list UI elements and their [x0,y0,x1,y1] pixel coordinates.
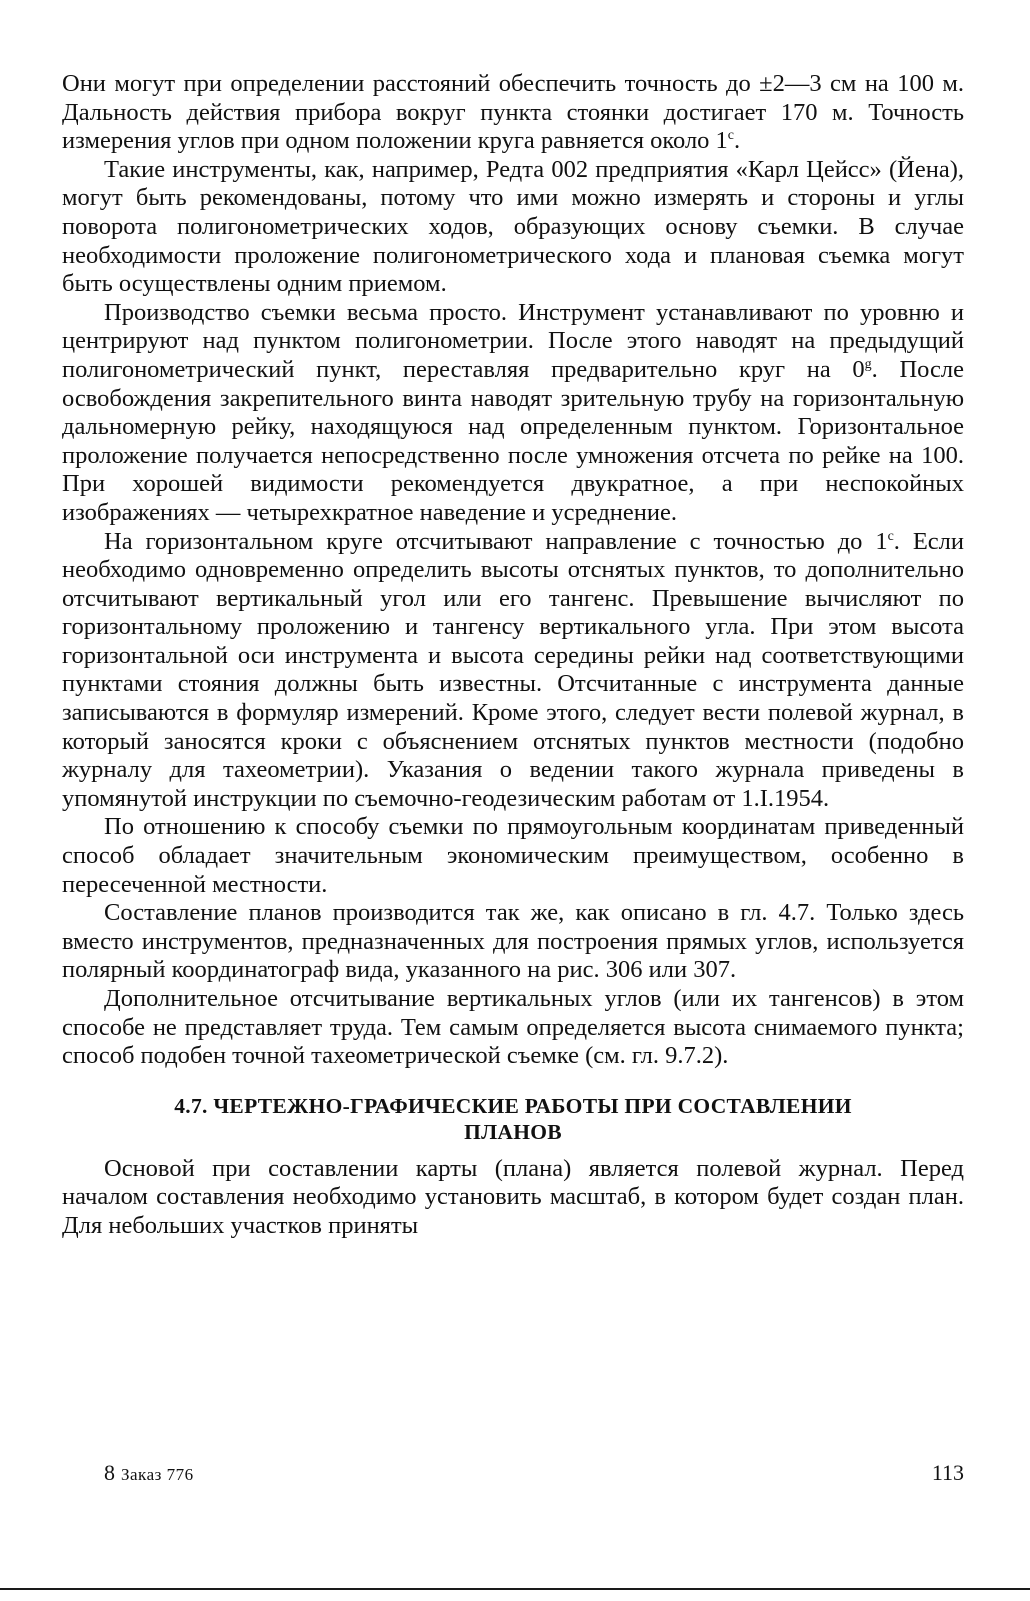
signature-number: 8 [104,1460,115,1485]
paragraph-p3 [62,299,964,528]
paragraph-text: Они могут при определении расстояний обеспечить точность до ±2—3 см на 100 м. Дальность действия прибора вокруг пункта стоянки достигает 170 м. Точность измерения углов при одном положении круга равняется около 1 [62,70,964,155]
paragraph-after-heading: Основой при составлении карты (плана) является полевой журнал. Перед началом составления необходимо установить масштаб, в котором будет создан план. Для небольших участков приняты [62,1154,964,1239]
paragraph-p4 [62,528,964,814]
paragraph-text: На горизонтальном круге отсчитывают направление с точностью до 1 [104,527,888,555]
page-number: 113 [931,1460,964,1485]
page-footer [104,1460,964,1486]
paragraph-text: По отношению к способу съемки по прямоугольным координатам приведенный способ обладает значительным экономическим преимуществом, особенно в пересеченной местности. [62,813,964,898]
paragraph-p6 [62,899,964,985]
signature-text: Заказ 776 [121,1465,194,1484]
paragraph-text: Составление планов производится так же, как описано в гл. 4.7. Только здесь вместо инструментов, предназначенных для построения прямых углов, используется полярный координатограф вида, указанного на рис. 306 или 307. [62,899,964,984]
paragraph-text: . [734,127,741,155]
paragraph-text: Такие инструменты, как, например, Редта 002 предприятия «Карл Цейсс» (Йена), могут быть рекомендованы, потому что ими можно измерять и стороны и углы поворота полигонометрических ходов, образующих основу съемки. В случае необходимости проложение полигонометрического хода и плановая съемка могут быть осуществлены одним приемом. [62,155,964,298]
paragraph-text: Дополнительное отсчитывание вертикальных углов (или их тангенсов) в этом способе не представляет труда. Тем самым определяется высота снимаемого пункта; способ подобен точной тахеометрической съемке (см. гл. 9.7.2). [62,985,964,1070]
paragraph-text: . Если необходимо одновременно определить высоты отснятых пунктов, то дополнительно отсчитывают вертикальный угол или его тангенс. Превышение вычисляют по горизонтальному проложению и тангенсу вертикального угла. При этом высота горизонтальной оси инструмента и высота середины рейки над соответствующими пунктами стояния должны быть известны. Отсчитанные с инструмента данные записываются в формуляр измерений. Кроме этого, следует вести полевой журнал, в который заносятся кроки с объяснением отснятых пунктов местности (подобно журналу для тахеометрии). Указания о ведении такого журнала приведены в упомянутой инструкции по съемочно-геодезическим работам от 1.I.1954. [62,527,965,812]
paragraph-text: . После освобождения закрепительного винта наводят зрительную трубу на горизонтальную дальномерную рейку, находящуюся над определенным пунктом. Горизонтальное проложение получается непосредственно после умножения отсчета по рейке на 100. При хорошей видимости рекомендуется двукратное, а при неспокойных изображениях — четырехкратное наведение и усреднение. [62,355,965,526]
paragraph-p2 [62,156,964,299]
paragraph-text: Производство съемки весьма просто. Инструмент устанавливают по уровню и центрируют над пунктом полигонометрии. После этого наводят на предыдущий полигонометрический пункт, переставляя предварительно круг на 0 [62,298,964,383]
paragraph-p7 [62,985,964,1071]
section-heading-line2: ПЛАНОВ [464,1119,562,1144]
scan-edge-line [0,1588,1030,1590]
page-body [62,70,964,1241]
section-heading [62,1093,964,1145]
body-text [62,70,964,1071]
section-heading-line1: 4.7. ЧЕРТЕЖНО-ГРАФИЧЕСКИЕ РАБОТЫ ПРИ СОСТАВЛЕНИИ [174,1093,852,1118]
superscript-unit: g [864,356,872,372]
superscript-unit: c [887,528,894,544]
printer-signature [104,1460,194,1486]
superscript-unit: c [727,128,735,144]
paragraph-p5 [62,813,964,899]
paragraph-p1 [62,70,964,156]
